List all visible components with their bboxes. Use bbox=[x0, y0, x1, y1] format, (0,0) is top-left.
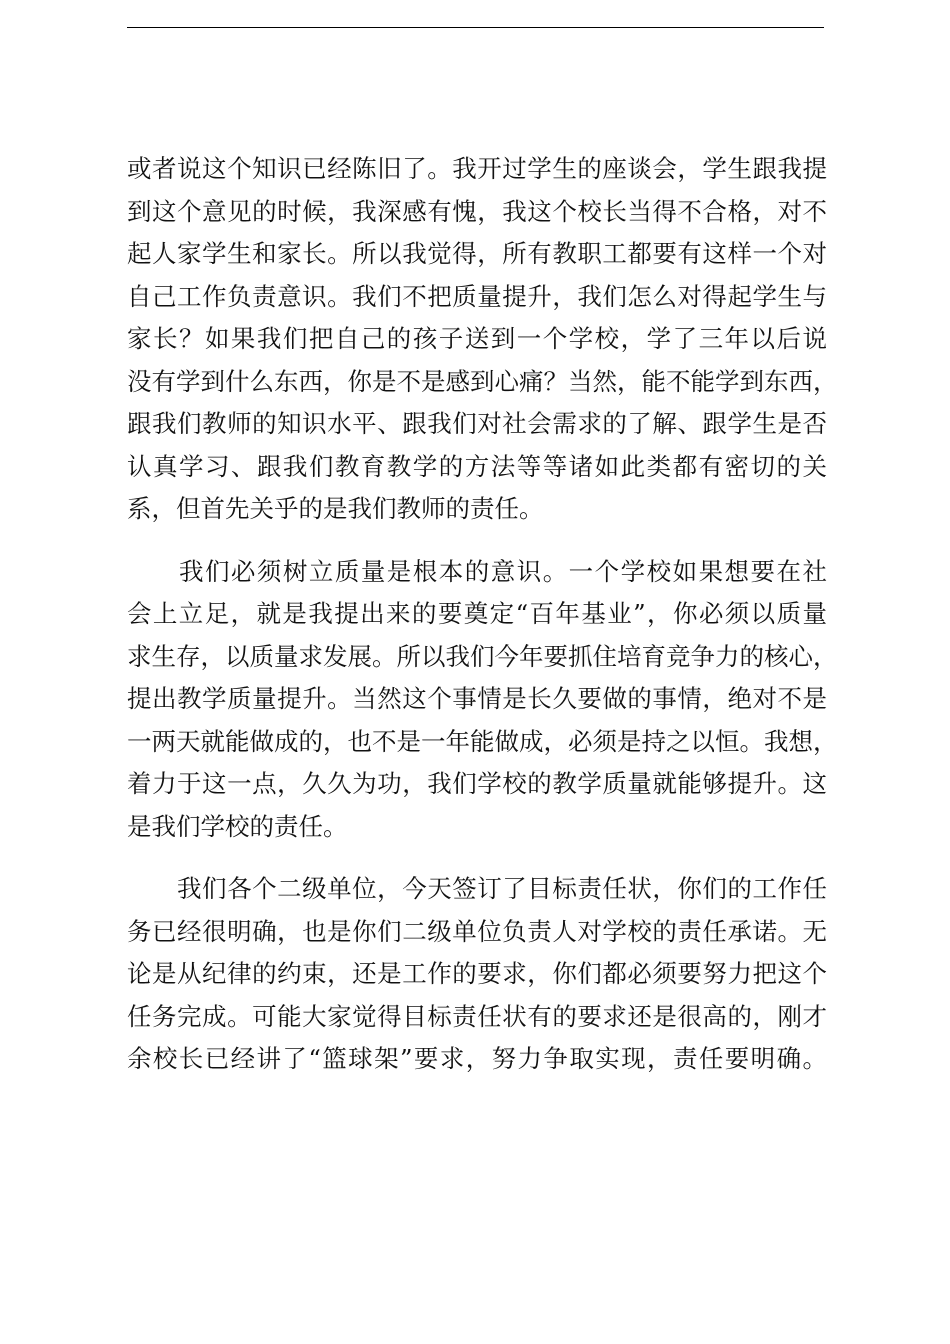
text-line: 会上立足，就是我提出来的要奠定“百年基业”，你必须以质量 bbox=[127, 599, 827, 628]
body-text bbox=[127, 148, 838, 1081]
text-line: 提出教学质量提升。当然这个事情是长久要做的事情，绝对不是 bbox=[127, 684, 827, 713]
header-rule bbox=[127, 27, 824, 28]
text-line: 家长？如果我们把自己的孩子送到一个学校，学了三年以后说 bbox=[127, 324, 827, 353]
text-line: 自己工作负责意识。我们不把质量提升，我们怎么对得起学生与 bbox=[127, 281, 827, 311]
paragraph-gap bbox=[127, 848, 827, 868]
text-line: 跟我们教师的知识水平、跟我们对社会需求的了解、跟学生是否 bbox=[127, 409, 827, 438]
paragraph-1 bbox=[127, 148, 838, 531]
text-line: 是我们学校的责任。 bbox=[127, 811, 348, 841]
text-line: 务已经很明确，也是你们二级单位负责人对学校的责任承诺。无 bbox=[127, 916, 827, 946]
paragraph-gap bbox=[127, 531, 827, 551]
text-line: 或者说这个知识已经陈旧了。我开过学生的座谈会，学生跟我提 bbox=[127, 154, 827, 183]
text-line: 着力于这一点，久久为功，我们学校的教学质量就能够提升。这 bbox=[127, 769, 827, 798]
text-line: 系，但首先关乎的是我们教师的责任。 bbox=[127, 494, 544, 523]
text-line: 没有学到什么东西，你是不是感到心痛？当然，能不能学到东西， bbox=[127, 366, 838, 396]
text-line: 起人家学生和家长。所以我觉得，所有教职工都要有这样一个对 bbox=[127, 239, 827, 268]
text-line: 任务完成。可能大家觉得目标责任状有的要求还是很高的，刚才 bbox=[127, 1001, 827, 1031]
text-line: 我们各个二级单位，今天签订了目标责任状，你们的工作任 bbox=[127, 874, 827, 903]
paragraph-3 bbox=[127, 868, 827, 1081]
paragraph-2 bbox=[127, 551, 838, 849]
text-line: 论是从纪律的约束，还是工作的要求，你们都必须要努力把这个 bbox=[127, 959, 827, 988]
text-line: 求生存，以质量求发展。所以我们今年要抓住培育竞争力的核心， bbox=[127, 641, 838, 671]
text-line: 到这个意见的时候，我深感有愧，我这个校长当得不合格，对不 bbox=[127, 196, 827, 226]
text-line: 我们必须树立质量是根本的意识。一个学校如果想要在社 bbox=[127, 556, 827, 586]
text-line: 认真学习、跟我们教育教学的方法等等诸如此类都有密切的关 bbox=[127, 451, 827, 481]
text-line: 一两天就能做成的，也不是一年能做成，必须是持之以恒。我想， bbox=[127, 726, 838, 756]
text-line: 余校长已经讲了“篮球架”要求，努力争取实现，责任要明确。 bbox=[127, 1044, 827, 1073]
